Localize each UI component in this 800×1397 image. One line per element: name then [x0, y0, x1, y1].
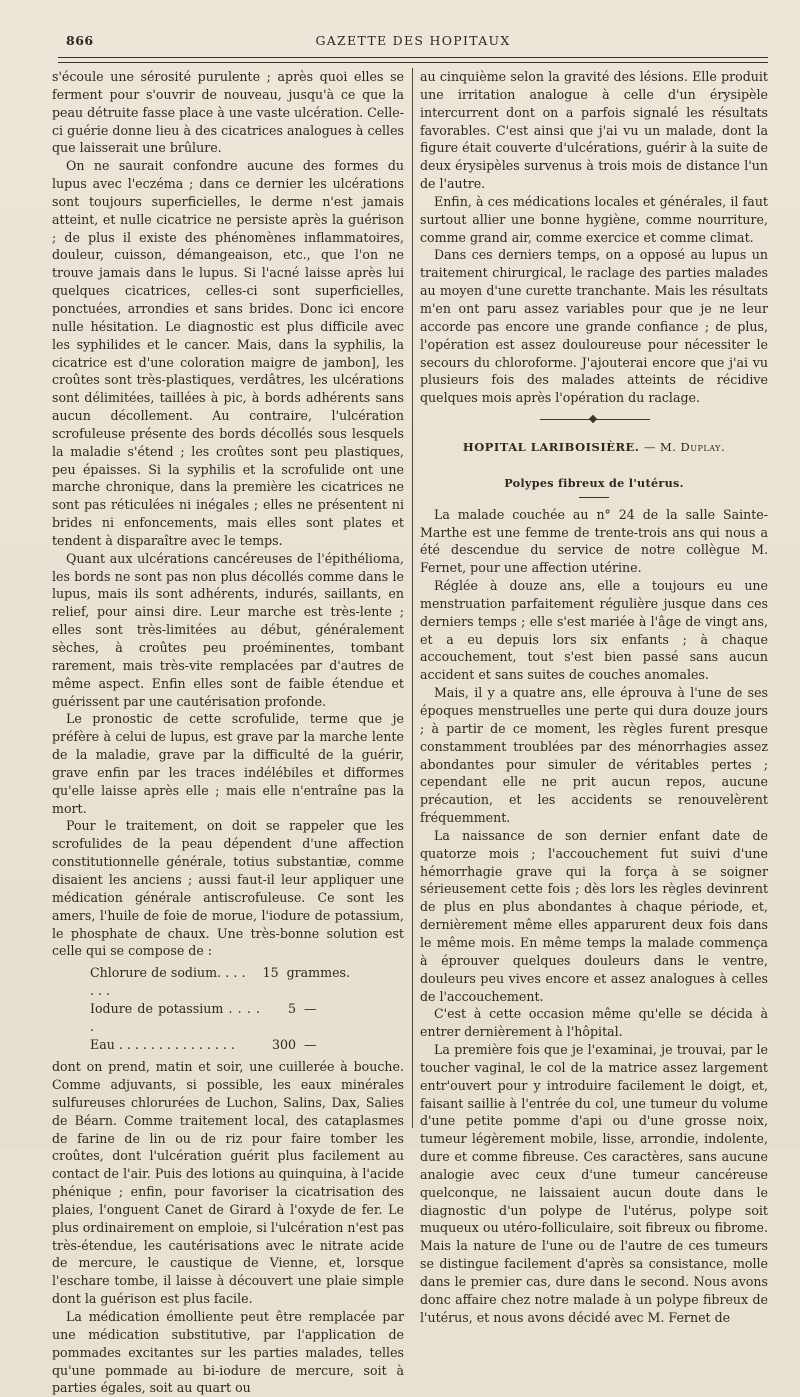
left-column — [52, 68, 404, 1397]
ingredient-unit: grammes. — [286, 965, 350, 981]
ingredient-name: Iodure de potassium . . . . . — [90, 1001, 260, 1035]
right-column — [420, 68, 768, 1327]
paragraph: Pour le traitement, on doit se rappeler que les scrofulides de la peau dépendent d'une affection constitutionnelle générale, totius substantiæ, comme disaient les anciens ; aussi faut-il leur appliquer une médication générale antiscrofuleuse. Ce sont les amers, l'huile de foie de morue, l'iodure de potassium, le phosphate de chaux. Une très-bonne solution est celle qui se compose de : — [52, 818, 404, 959]
section-title: Polypes fibreux de l'utérus. — [504, 475, 684, 490]
paragraph: Mais, il y a quatre ans, elle éprouva à l'une de ses époques menstruelles une perte qui dura douze jours ; à partir de ce moment, les règles furent presque constamment troublées par des ménorrhagies assez abondantes pour simuler de véritables pertes ; cependant elle ne prit aucun repos, aucune précaution, et les accidents se renouvelèrent fréquemment. — [420, 685, 768, 826]
page-header — [58, 33, 768, 53]
prescription-formula — [90, 964, 350, 1054]
formula-row — [90, 1036, 350, 1054]
paragraph: La naissance de son dernier enfant date de quatorze mois ; l'accouchement fut suivi d'une hémorrhagie grave qui la força à se soigner sérieusement cette fois ; dès lors les règles devinrent de plus en plus abondantes à chaque période, et, dernièrement même elles apparurent deux fois dans le même mois. En même temps la malade commença à éprouver quelques douleurs dans le ventre, douleurs peu vives encore et assez analogues à celles de l'accouchement. — [420, 827, 768, 1004]
ingredient-name: Eau . . . . . . . . . . . . . . . — [90, 1037, 235, 1053]
paragraph: On ne saurait confondre aucune des formes du lupus avec l'eczéma ; dans ce dernier les ulcérations sont toujours superficielles, le derme n'est jamais atteint, et nulle cicatrice ne persiste après la guérison ; de plus il existe des phénomènes inflammatoires, douleur, cuisson, démangeaison, etc., que l'on ne trouve jamais dans le lupus. Si l'acné laisse après lui quelques cicatrices, celles-ci sont superficielles, ponctuées, arrondies et sans brides. Donc ici encore nulle hésitation. Le diagnostic est plus difficile avec les syphilides et le cancer. Mais, dans la syphilis, la cicatrice est d'une coloration maigre de jambon], les croûtes sont très-plastiques, verdâtres, les ulcérations sont délimitées, taillées à pic, à bords adhérents sans aucun décollement. Au contraire, l'ulcération scrofuleuse présente des bords décollés sous lesquels la maladie s'étend ; les croûtes sont peu plastiques, peu épaisses. Si la syphilis et la scrofulide ont une marche chronique, dans la première les cicatrices ne sont pas réticulées ni inégales ; elles ne présentent ni brides ni enfoncements, mais elles sont plates et tendent à disparaître avec le temps. — [52, 158, 404, 548]
paragraph: La médication émolliente peut être remplacée par une médication substitutive, par l'application de pommades excitantes sur les parties malades, telles qu'une pommade au bi-iodure de mercure, soit à parties égales, soit au quart ou — [52, 1309, 404, 1396]
paragraph: Quant aux ulcérations cancéreuses de l'épithélioma, les bords ne sont pas non plus décollés comme dans le lupus, mais ils sont adhérents, indurés, saillants, en relief, pour ainsi dire. Leur marche est très-lente ; elles sont très-limitées au début, généralement sèches, à croûtes peu proéminentes, tombant rarement, mais très-vite remplacées par d'autres de même aspect. Enfin elles sont de faible étendue et guérissent par une cautérisation profonde. — [52, 550, 404, 709]
paragraph: C'est à cette occasion même qu'elle se décida à entrer dernièrement à l'hôpital. — [420, 1006, 768, 1040]
paragraph: s'écoule une sérosité purulente ; après quoi elles se ferment pour s'ouvrir de nouveau, jusqu'à ce que la peau détruite fasse place à une vaste ulcération. Celle-ci guérie donne lieu à des cicatrices analogues à celles que laisserait une brûlure. — [52, 69, 404, 156]
title-rule — [579, 497, 609, 498]
formula-row — [90, 1000, 350, 1036]
paragraph: La malade couchée au n° 24 de la salle Sainte-Marthe est une femme de trente-trois ans qui nous a été descendue du service de notre collègue M. Fernet, pour une affection utérine. — [420, 506, 768, 576]
ingredient-unit: — — [304, 1037, 317, 1053]
hospital-name: HOPITAL LARIBOISIÈRE. — [462, 440, 640, 455]
paragraph: Le pronostic de cette scrofulide, terme que je préfère à celui de lupus, est grave par la marche lente de la maladie, grave par la difficulté de la guérir, grave enfin par les traces indélébiles et difformes qu'elle laisse après elle ; mais elle n'entraîne pas la mort. — [52, 711, 404, 816]
ingredient-quantity: 5 — [287, 1001, 296, 1017]
paragraph: Enfin, à ces médications locales et générales, il faut surtout allier une bonne hygiène, comme nourriture, comme grand air, comme exercice et comme climat. — [420, 193, 768, 245]
journal-title: GAZETTE DES HOPITAUX — [315, 33, 511, 48]
ingredient-unit: — — [304, 1001, 317, 1017]
ornament-diamond-icon — [589, 415, 597, 423]
paragraph: Dans ces derniers temps, on a opposé au lupus un traitement chirurgical, le raclage des parties malades au moyen d'une curette tranchante. Mais les résultats m'en ont paru assez variables pour que je ne leur accorde pas encore une grande confiance ; de plus, l'opération est assez douloureuse pour nécessiter le secours du chloroforme. J'ajouterai encore que j'ai vu plusieurs fois des malades atteints de récidive quelques mois après l'opération du raclage. — [420, 247, 768, 406]
paragraph: Réglée à douze ans, elle a toujours eu une menstruation parfaitement régulière jusque dans ces derniers temps ; elle s'est mariée à l'âge de vingt ans, et a eu depuis lors six enfants ; à chaque accouchement, tout s'est bien passé sans aucun accident et sans suites de couches anomales. — [420, 578, 768, 683]
formula-row — [90, 964, 350, 1000]
page-number: 866 — [66, 33, 94, 48]
ingredient-quantity: 300 — [271, 1037, 296, 1053]
column-divider — [412, 68, 413, 1128]
ingredient-quantity: 15 — [262, 965, 279, 981]
paragraph: dont on prend, matin et soir, une cuillerée à bouche. Comme adjuvants, si possible, les eaux minérales sulfureuses chlorurées de Luchon, Salins, Dax, Salies de Béarn. Comme traitement local, des cataplasmes de farine de lin ou de riz pour faire tomber les croûtes, dont l'ulcération guérit plus facilement au contact de l'air. Puis des lotions au quinquina, à l'acide phénique ; enfin, pour favoriser la cicatrisation des plaies, l'onguent Canet de Girard à l'oxyde de fer. Le plus ordinairement on emploie, si l'ulcération n'est pas très-étendue, les cautérisations avec le nitrate acide de mercure, le caustique de Vienne, et, lorsque l'eschare tombe, il laisse à découvert une plaie simple dont la guérison est plus facile. — [52, 1059, 404, 1307]
ingredient-name: Chlorure de sodium. . . . . . . — [90, 965, 246, 999]
section-ornament — [420, 415, 768, 425]
hospital-doctor: — M. Duplay. — [643, 440, 726, 455]
paragraph: La première fois que je l'examinai, je trouvai, par le toucher vaginal, le col de la matrice assez largement entr'ouvert pour y introduire facilement le doigt, et, faisant saillie à l'entrée du col, une tumeur du volume d'une petite pomme d'api ou d'une grosse noix, tumeur légèrement mobile, lisse, arrondie, indolente, dure et comme fibreuse. Ces caractères, sans aucune analogie avec ceux d'une tumeur cancéreuse quelconque, ne laissaient aucun doute dans le diagnostic d'un polype de l'utérus, polype soit muqueux ou utéro-folliculaire, soit fibreux ou fibrome. Mais la nature de l'une ou de l'autre de ces tumeurs se distingue facilement d'après sa consistance, molle dans le premier cas, dure dans le second. Nous avons donc affaire chez notre malade à un polype fibreux de l'utérus, et nous avons décidé avec M. Fernet de — [420, 1042, 768, 1325]
paragraph: au cinquième selon la gravité des lésions. Elle produit une irritation analogue à celle d'un érysipèle intercurrent dont on a parfois signalé les résultats favorables. C'est ainsi que j'ai vu un malade, dont la figure était couverte d'ulcérations, guérir à la suite de deux érysipèles survenus à trois mois de distance l'un de l'autre. — [420, 69, 768, 192]
hospital-heading — [420, 439, 768, 457]
header-rule — [58, 57, 768, 63]
